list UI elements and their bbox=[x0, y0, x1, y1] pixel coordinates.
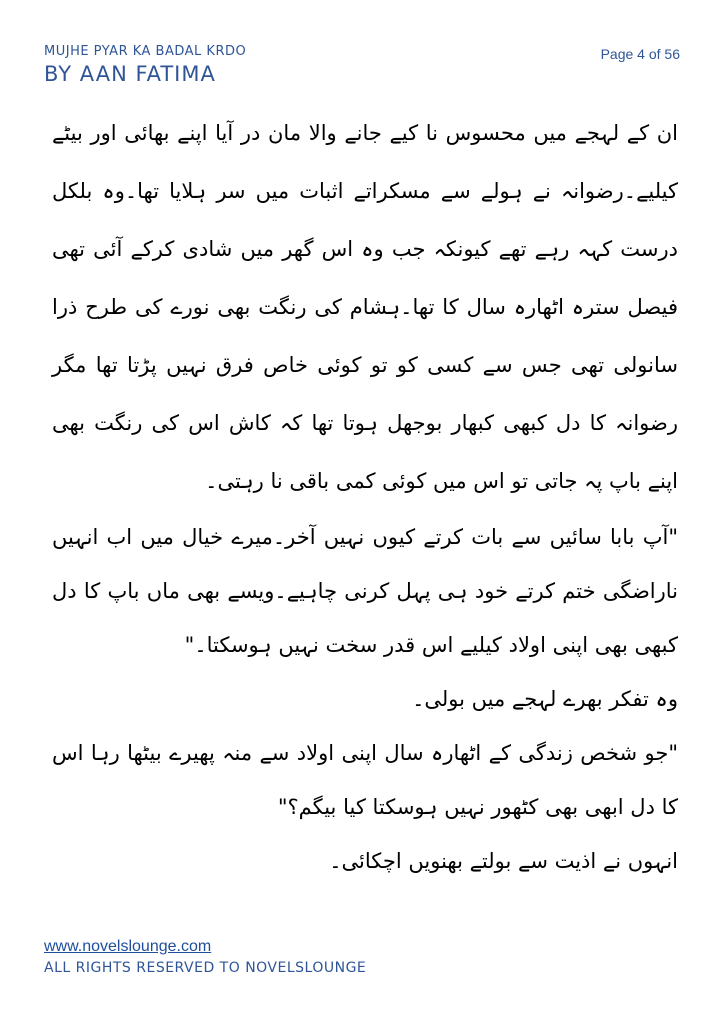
story-text bbox=[52, 104, 678, 888]
novel-title: MUJHE PYAR KA BADAL KRDO bbox=[44, 44, 247, 59]
paragraph: وہ تفکر بھرے لہجے میں بولی۔ bbox=[412, 687, 678, 711]
paragraph: انہوں نے اذیت سے بولتے بھنویں اچکائی۔ bbox=[329, 849, 678, 873]
website-link[interactable]: www.novelslounge.com bbox=[44, 938, 212, 955]
author-name: BY AAN FATIMA bbox=[44, 62, 216, 86]
rights-notice: ALL RIGHTS RESERVED TO NOVELSLOUNGE bbox=[44, 960, 367, 976]
paragraph: "جو شخص زندگی کے اٹھارہ سال اپنی اولاد سے منہ پھیرے بیٹھا رہا اس کا دل ابھی بھی کٹھور نہیں ہوسکتا کیا بیگم؟" bbox=[52, 741, 678, 819]
paragraph: "آپ بابا سائیں سے بات کرتے کیوں نہیں آخر۔میرے خیال میں اب انہیں ناراضگی ختم کرتے خود ہی پہل کرنی چاہیے۔ویسے بھی ماں باپ کا دل کبھی بھی اپنی اولاد کیلیے اس قدر سخت نہیں ہوسکتا۔" bbox=[52, 525, 678, 657]
paragraph: ان کے لہجے میں محسوس نا کیے جانے والا مان در آیا اپنے بھائی اور بیٹے کیلیے۔رضوانہ نے ہولے سے مسکراتے اثبات میں سر ہلایا تھا۔وہ بلکل درست کہہ رہے تھے کیونکہ جب وہ اس گھر میں شادی کرکے آئی تھی فیصل سترہ اٹھارہ سال کا تھا۔ہشام کی رنگت بھی نورے کی طرح ذرا سانولی تھی جس سے کسی کو تو کوئی خاص فرق نہیں پڑتا تھا مگر رضوانہ کا دل کبھی کبھار بوجھل ہوتا تھا کہ کاش اس کی رنگت بھی اپنے باپ پہ جاتی تو اس میں کوئی کمی باقی نا رہتی۔ bbox=[52, 121, 678, 493]
page-number: Page 4 of 56 bbox=[600, 46, 680, 62]
